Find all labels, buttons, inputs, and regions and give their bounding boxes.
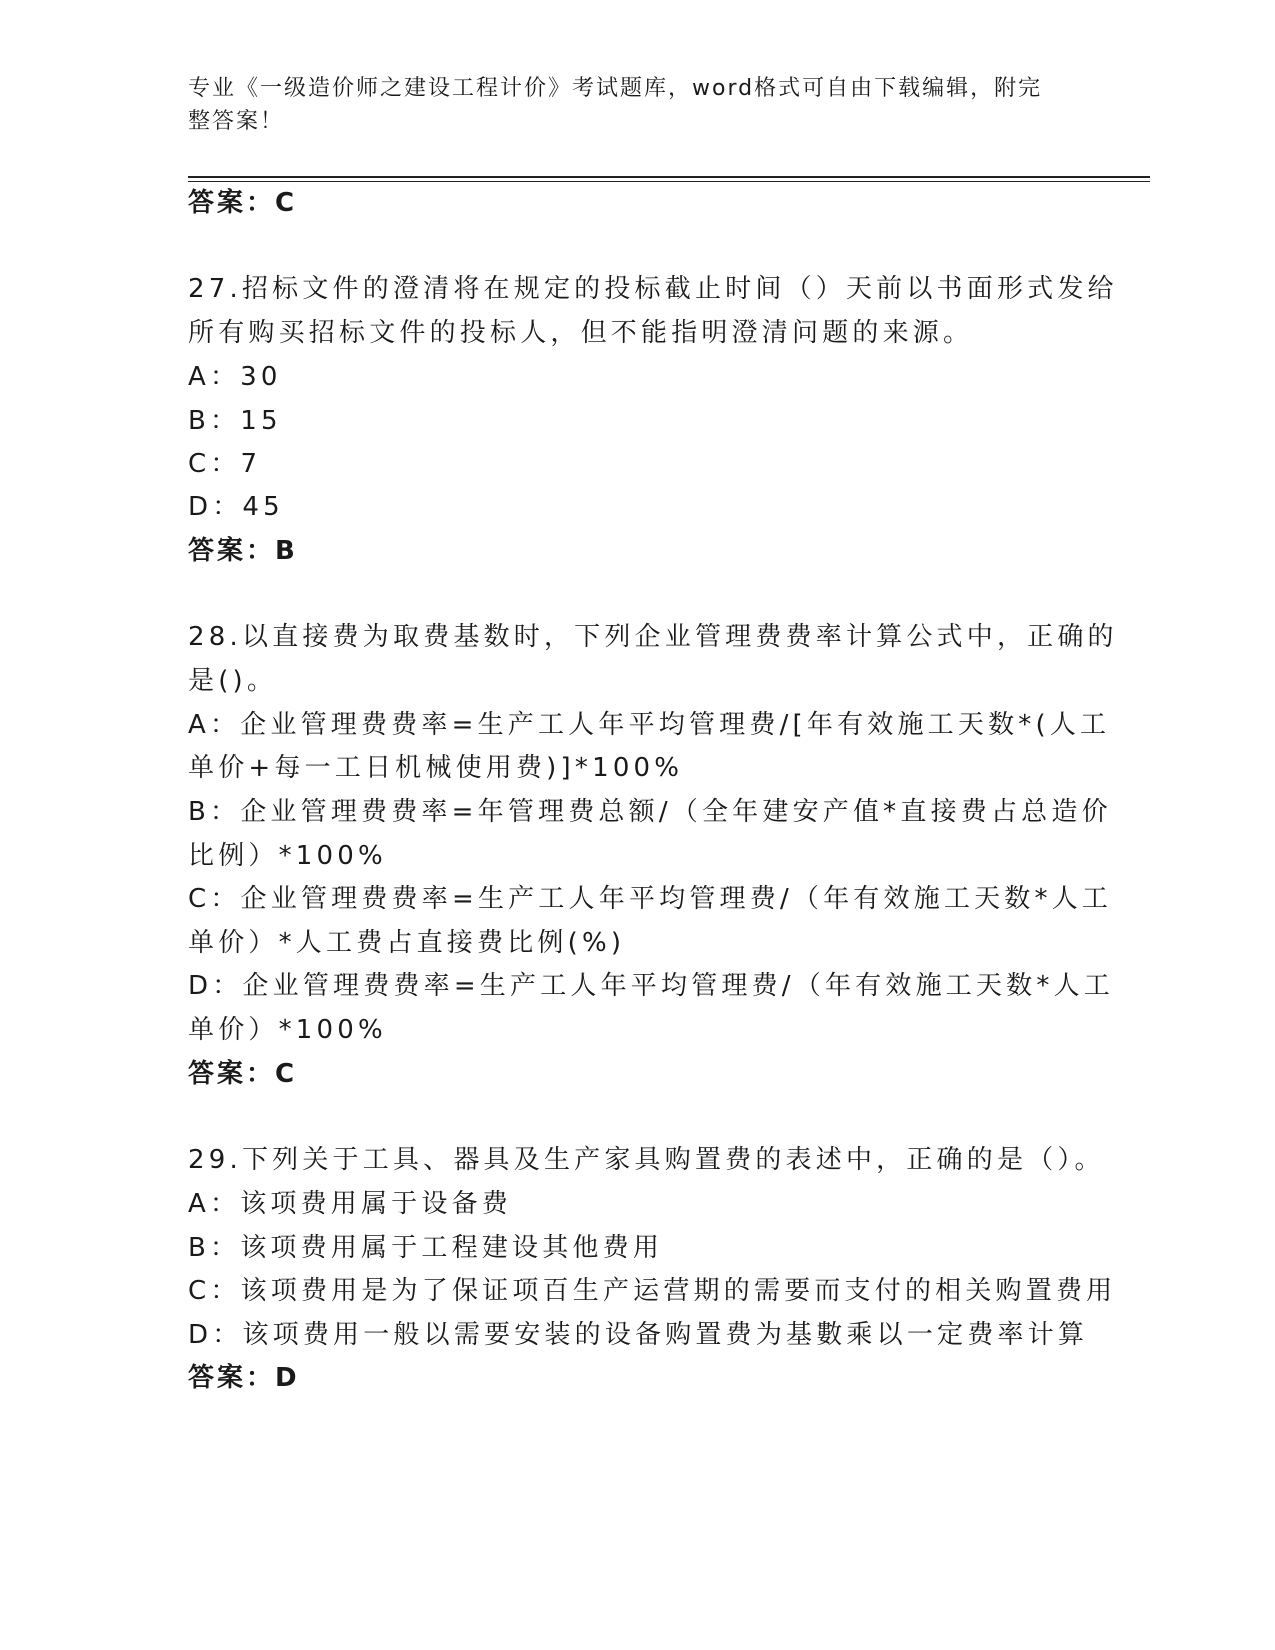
question-28-option-b-line-2: 比例）*100% [188, 841, 387, 871]
question-28-option-a-line-2: 单价+每一工日机械使用费)]*100% [188, 753, 684, 783]
question-28-answer: 答案：C [188, 1059, 298, 1089]
question-28-option-c-line-2: 单价）*人工费占直接费比例(%) [188, 928, 626, 958]
question-29-stem: 29.下列关于工具、器具及生产家具购置费的表述中，正确的是（）。 [188, 1145, 1105, 1175]
question-27-option-d: D：45 [188, 492, 284, 522]
question-27-option-b: B：15 [188, 406, 282, 436]
question-29-answer: 答案：D [188, 1363, 300, 1393]
question-28-stem-line-2: 是()。 [188, 666, 278, 696]
question-28-option-d-line-1: D：企业管理费费率=生产工人年平均管理费/（年有效施工天数*人工 [188, 971, 1114, 1001]
question-28-option-c-line-1: C：企业管理费费率=生产工人年平均管理费/（年有效施工天数*人工 [188, 884, 1113, 914]
header-divider-thin [188, 181, 1150, 182]
question-28-option-a-line-1: A：企业管理费费率=生产工人年平均管理费/[年有效施工天数*(人工 [188, 710, 1111, 740]
previous-answer: 答案：C [188, 188, 298, 218]
question-29-option-b: B：该项费用属于工程建设其他费用 [188, 1233, 664, 1263]
document-header [188, 72, 1078, 138]
question-29-option-d: D：该项费用一般以需要安装的设备购置费为基數乘以一定费率计算 [188, 1320, 1089, 1350]
header-line-1: 专业《一级造价师之建设工程计价》考试题库，word格式可自由下载编辑，附完 [188, 76, 1043, 101]
question-28-stem-line-1: 28.以直接费为取费基数时，下列企业管理费费率计算公式中，正确的 [188, 622, 1118, 652]
header-line-2: 整答案！ [188, 109, 285, 134]
question-28-option-d-line-2: 单价）*100% [188, 1015, 387, 1045]
question-28-option-b-line-1: B：企业管理费费率=年管理费总额/（全年建安产值*直接费占总造价 [188, 797, 1112, 827]
question-27-stem-line-2: 所有购买招标文件的投标人，但不能指明澄清问题的来源。 [188, 318, 974, 348]
question-29-option-a: A：该项费用属于设备费 [188, 1189, 512, 1219]
question-27-option-c: C：7 [188, 449, 262, 479]
question-27-answer: 答案：B [188, 536, 298, 566]
header-divider-thick [188, 176, 1150, 178]
question-29-option-c: C：该项费用是为了保证项百生产运营期的需要而支付的相关购置费用 [188, 1276, 1117, 1306]
question-27-option-a: A：30 [188, 362, 282, 392]
question-27-stem-line-1: 27.招标文件的澄清将在规定的投标截止时间（）天前以书面形式发给 [188, 274, 1118, 304]
